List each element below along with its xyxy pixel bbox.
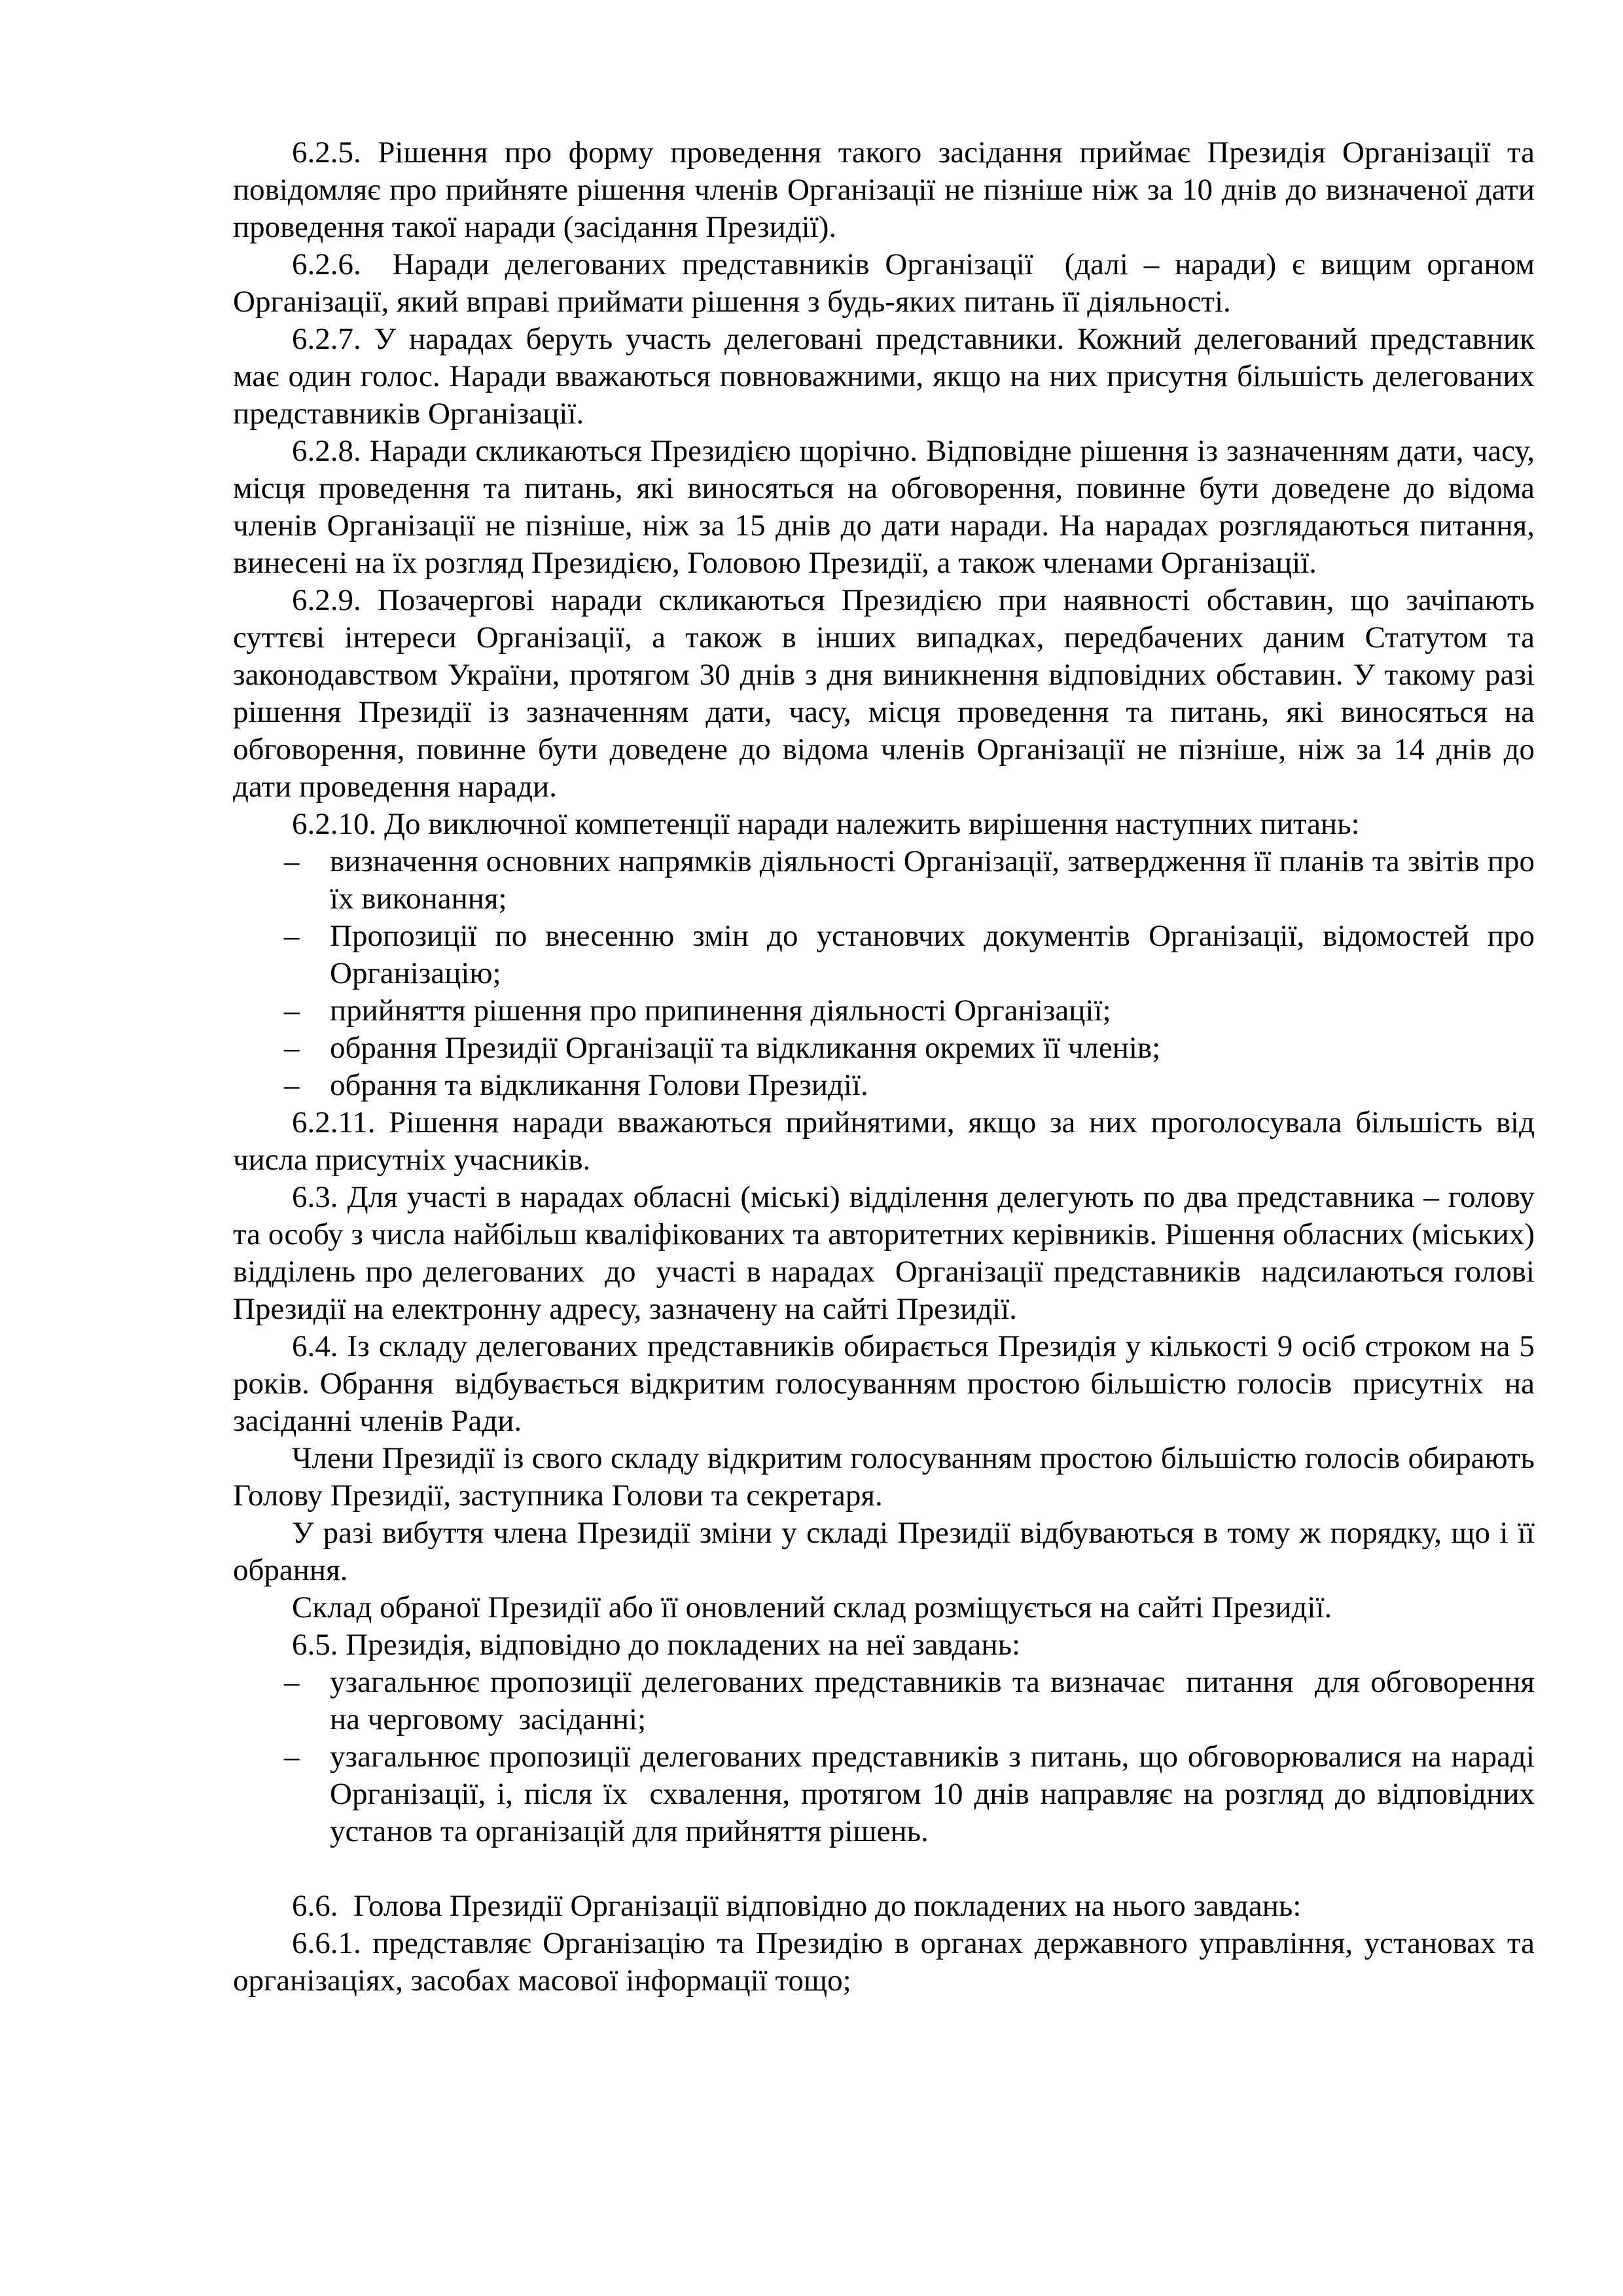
list-dash-marker: – bbox=[284, 994, 300, 1028]
list-item bbox=[233, 1738, 1543, 1850]
paragraph: 6.2.5. Рішення про форму проведення такого засідання приймає Президія Організації та повідомляє про прийняте рішення членів Організації не пізніше ніж за 10 днів до визначеної дати проведення такої наради (засідання Президії). bbox=[233, 135, 1543, 244]
list-item-text: узагальнює пропозиції делегованих представників та визначає питання для обговорення на черговому засіданні; bbox=[330, 1665, 1550, 1736]
document-body bbox=[233, 134, 1550, 2000]
list-dash-marker: – bbox=[284, 844, 300, 878]
paragraph: 6.2.10. До виключної компетенції наради належить вирішення наступних питань: bbox=[292, 807, 1360, 841]
list-item-text: узагальнює пропозиції делегованих представників з питань, що обговорювалися на нараді Організації, і, після їх схвалення, протягом 10 днів направляє на розгляд до відповідних установ та організацій для прийняття рішень. bbox=[330, 1740, 1543, 1848]
paragraph: 6.6.1. представляє Організацію та Президію в органах державного управління, установах та організаціях, засобах масової інформації тощо; bbox=[233, 1926, 1543, 1998]
list-item bbox=[233, 1067, 1535, 1104]
paragraph: Члени Президії із свого складу відкритим голосуванням простою більшістю голосів обирають Голову Президії, заступника Голови та секретаря. bbox=[233, 1441, 1543, 1513]
list-item bbox=[233, 1664, 1550, 1738]
list-item bbox=[233, 1030, 1535, 1067]
paragraph: 6.2.7. У нарадах беруть участь делеговані представники. Кожний делегований представник має один голос. Наради вважаються повноважними, якщо на них присутня більшість делегованих представників Організації. bbox=[233, 322, 1543, 431]
list-dash-marker: – bbox=[284, 1740, 300, 1774]
list-item bbox=[233, 843, 1543, 918]
paragraph: Склад обраної Президії або її оновлений склад розміщується на сайті Президії. bbox=[292, 1590, 1332, 1624]
list-item bbox=[233, 918, 1543, 992]
paragraph: 6.2.8. Наради скликаються Президією щорічно. Відповідне рішення із зазначенням дати, часу, місця проведення та питань, які виносяться на обговорення, повинне бути доведене до відома членів Організації не пізніше, ніж за 15 днів до дати наради. На нарадах розглядаються питання, винесені на їх розгляд Президією, Головою Президії, а також членами Організації. bbox=[233, 434, 1543, 580]
list-item bbox=[233, 992, 1535, 1030]
paragraph: У разі вибуття члена Президії зміни у складі Президії відбуваються в тому ж порядку, що і її обрання. bbox=[233, 1516, 1543, 1587]
list-item-text: обрання та відкликання Голови Президії. bbox=[330, 1068, 868, 1102]
paragraph: 6.2.9. Позачергові наради скликаються Президією при наявності обставин, що зачіпають суттєві інтереси Організації, а також в інших випадках, передбачених даним Статутом та законодавством України, протягом 30 днів з дня виникнення відповідних обставин. У такому разі рішення Президії із зазначенням дати, часу, місця проведення та питань, які виносяться на обговорення, повинне бути доведене до відома членів Організації не пізніше, ніж за 14 днів до дати проведення наради. bbox=[233, 583, 1543, 804]
paragraph: 6.4. Із складу делегованих представників обирається Президія у кількості 9 осіб строком на 5 років. Обрання відбувається відкритим голосуванням простою більшістю голосів присутніх на засіданні членів Ради. bbox=[233, 1329, 1543, 1438]
paragraph: 6.6. Голова Президії Організації відповідно до покладених на нього завдань: bbox=[292, 1889, 1302, 1923]
list-item-text: прийняття рішення про припинення діяльності Організації; bbox=[330, 994, 1111, 1028]
list-item-text: Пропозиції по внесенню змін до установчих документів Організації, відомостей про Організацію; bbox=[330, 919, 1543, 990]
paragraph: 6.2.11. Рішення наради вважаються прийнятими, якщо за них проголосувала більшість від числа присутніх учасників. bbox=[233, 1105, 1543, 1177]
list-dash-marker: – bbox=[284, 1031, 300, 1065]
list-item-text: обрання Президії Організації та відкликання окремих її членів; bbox=[330, 1031, 1161, 1065]
list-item-text: визначення основних напрямків діяльності Організації, затвердження її планів та звітів про їх виконання; bbox=[330, 844, 1543, 916]
list-dash-marker: – bbox=[284, 1665, 300, 1699]
paragraph: 6.5. Президія, відповідно до покладених на неї завдань: bbox=[292, 1628, 1021, 1662]
paragraph: 6.2.6. Наради делегованих представників Організації (далі – наради) є вищим органом Організації, який вправі приймати рішення з будь-яких питань її діяльності. bbox=[233, 247, 1543, 319]
paragraph: 6.3. Для участі в нарадах обласні (міські) відділення делегують по два представника – голову та особу з числа найбільш кваліфікованих та авторитетних керівників. Рішення обласних (міських) відділень про делегованих до участі в нарадах Організації представників надсилаються голові Президії на електронну адресу, зазначену на сайті Президії. bbox=[233, 1180, 1543, 1326]
list-dash-marker: – bbox=[284, 1068, 300, 1102]
list-dash-marker: – bbox=[284, 919, 300, 953]
